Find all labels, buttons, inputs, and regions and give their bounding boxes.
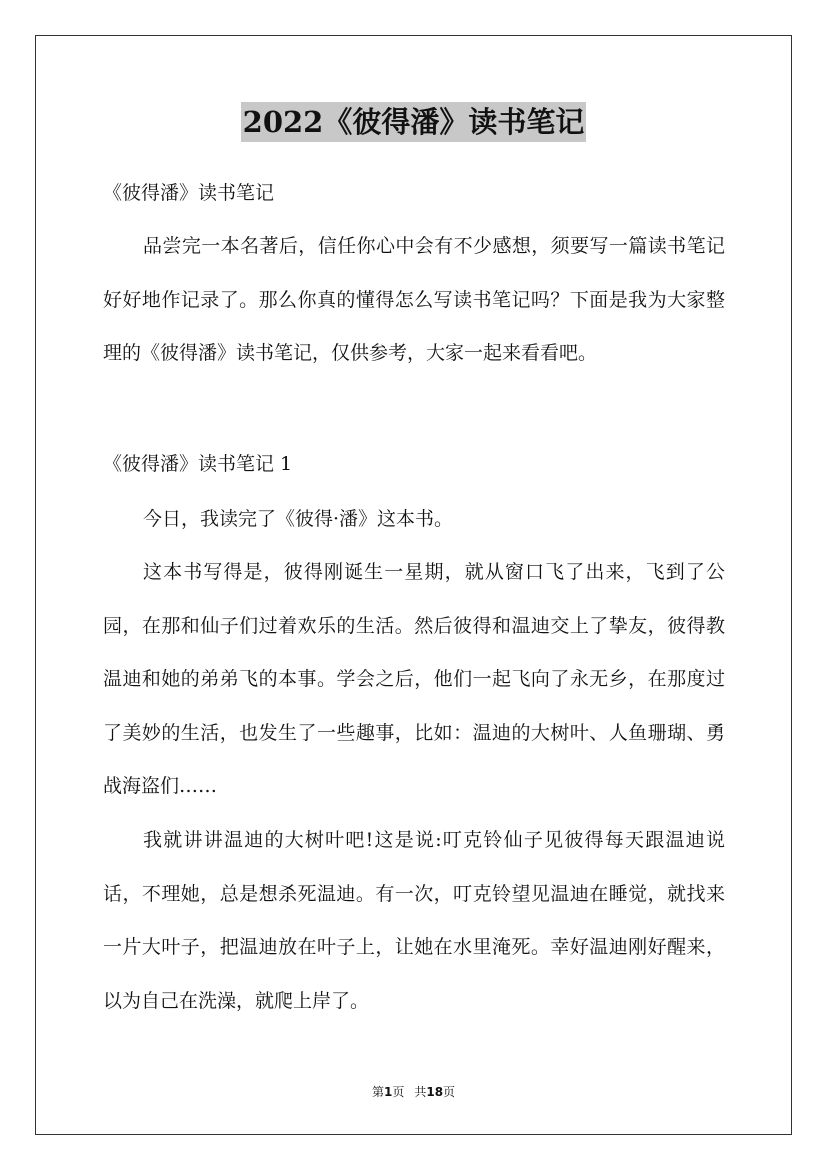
page-prefix: 第 [371, 1085, 384, 1099]
title-container [0, 102, 827, 142]
page-number: 1 [383, 1085, 393, 1099]
note1-heading: 《彼得潘》读书笔记 1 [103, 453, 293, 475]
intro-heading: 《彼得潘》读书笔记 [103, 182, 275, 204]
intro-paragraph: 品尝完一本名著后，信任你心中会有不少感想，须要写一篇读书笔记好好地作记录了。那么你真的懂得怎么写读书笔记吗？下面是我为大家整理的《彼得潘》读书笔记，仅供参考，大家一起来看看吧。 [103, 235, 725, 364]
page-footer [0, 1084, 827, 1100]
page-suffix: 页 [392, 1085, 405, 1099]
total-prefix: 共 [414, 1085, 427, 1099]
paragraph-2: 这本书写得是，彼得刚诞生一星期，就从窗口飞了出来，飞到了公园，在那和仙子们过着欢乐的生活。然后彼得和温迪交上了挚友，彼得教温迪和她的弟弟飞的本事。学会之后，他们一起飞向了永无乡，在那度过了美妙的生活，也发生了一些趣事，比如：温迪的大树叶、人鱼珊瑚、勇战海盗们…… [103, 561, 725, 797]
document-title: 2022《彼得潘》读书笔记 [241, 102, 587, 142]
paragraph-1: 今日，我读完了《彼得·潘》这本书。 [143, 508, 454, 530]
page-total: 18 [426, 1085, 444, 1099]
paragraph-3: 我就讲讲温迪的大树叶吧!这是说:叮克铃仙子见彼得每天跟温迪说话，不理她，总是想杀死温迪。有一次，叮克铃望见温迪在睡觉，就找来一片大叶子，把温迪放在叶子上，让她在水里淹死。幸好温迪刚好醒来，以为自己在洗澡，就爬上岸了。 [103, 829, 725, 1012]
total-suffix: 页 [443, 1085, 456, 1099]
